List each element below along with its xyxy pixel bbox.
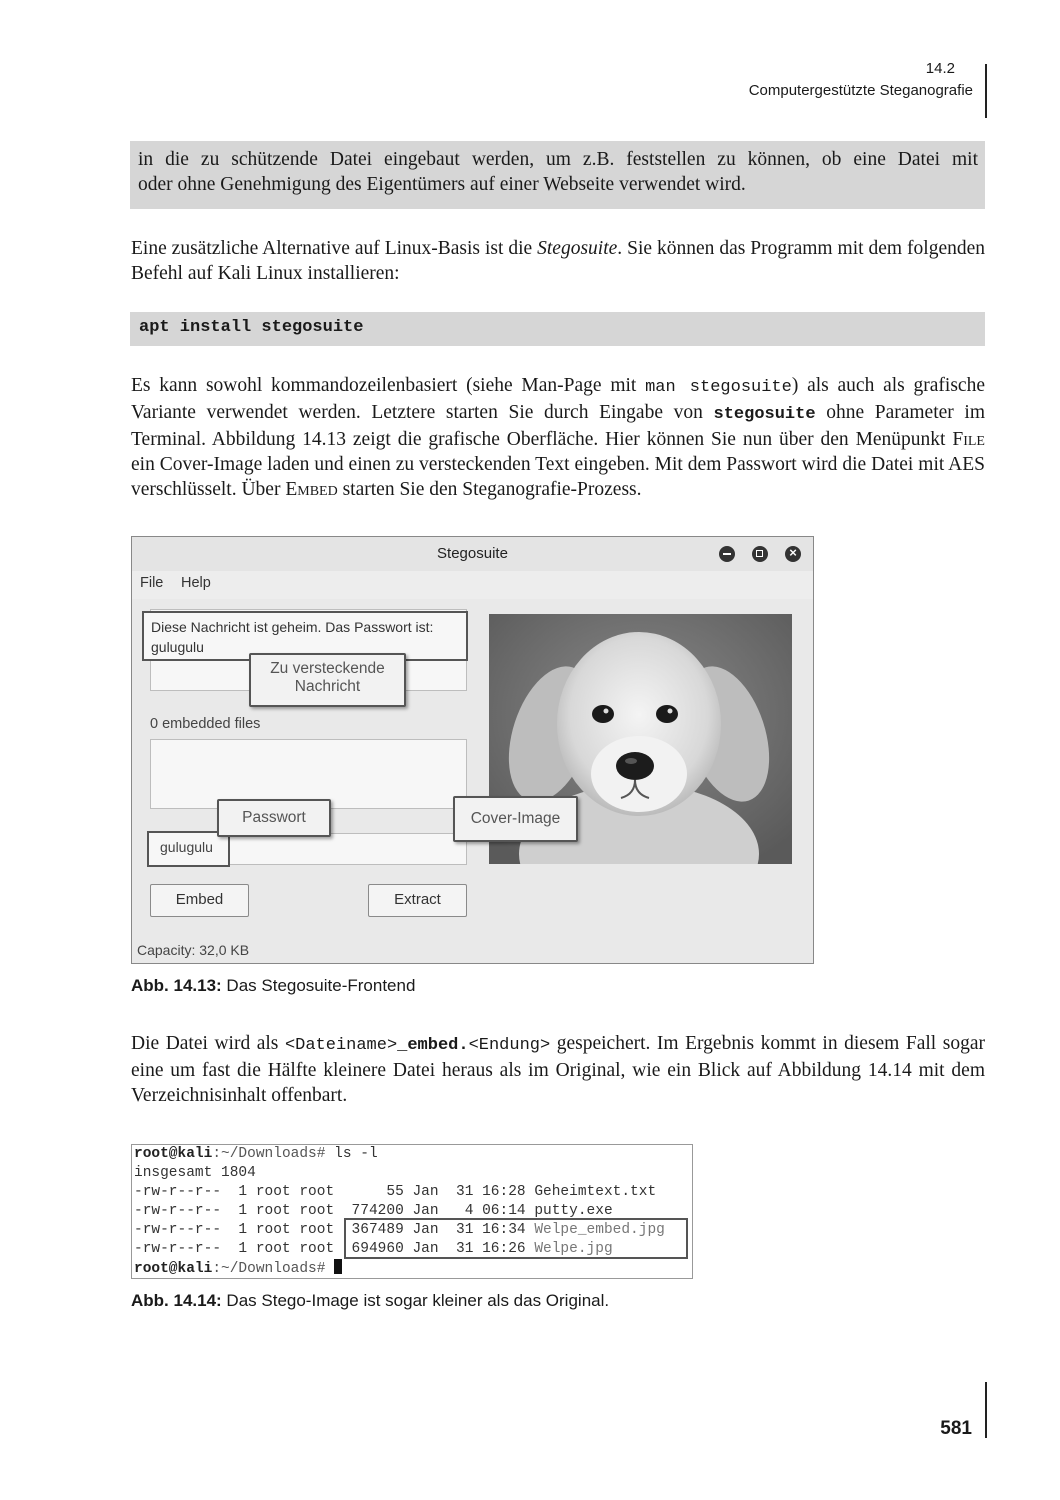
footer-rule <box>985 1382 987 1438</box>
file-links: 1 <box>229 1241 248 1257</box>
note-line-2: oder ohne Genehmigung des Eigentümers auf einer Webseite verwendet wird. <box>138 174 746 195</box>
file-size: 367489 <box>342 1222 404 1238</box>
inline-code-dateiname: <Dateiname> <box>284 1036 398 1055</box>
file-time: 16:26 <box>482 1241 526 1257</box>
callout-hidden-message-line-1: Zu versteckende <box>270 660 385 677</box>
file-size: 55 <box>342 1184 404 1200</box>
file-links: 1 <box>229 1184 248 1200</box>
terminal-listing <box>131 1144 693 1279</box>
caption-label-14-14: Abb. 14.14: <box>131 1291 222 1310</box>
callout-hidden-message <box>249 653 406 707</box>
file-links: 1 <box>229 1222 248 1238</box>
maximize-icon[interactable] <box>752 546 768 562</box>
close-icon[interactable]: × <box>785 546 801 562</box>
section-title: Computergestützte Steganografie <box>748 82 973 99</box>
inline-code-man: man stegosuite <box>645 378 792 397</box>
file-name: Welpe_embed.jpg <box>534 1222 665 1238</box>
terminal-prompt-2 <box>134 1259 342 1279</box>
file-size: 694960 <box>342 1241 404 1257</box>
header-rule <box>985 64 987 118</box>
menu-reference-embed: Embed <box>285 479 338 500</box>
page-number: 581 <box>940 1418 972 1439</box>
file-row <box>134 1183 656 1202</box>
file-time: 16:34 <box>482 1222 526 1238</box>
code-block <box>130 312 985 346</box>
para3-text-1: Die Datei wird als <box>131 1033 285 1054</box>
paragraph-result <box>131 1031 985 1108</box>
file-time: 16:28 <box>482 1184 526 1200</box>
terminal-cursor <box>334 1259 342 1274</box>
section-number: 14.2 <box>925 60 955 77</box>
code-install-command: apt install stegosuite <box>139 318 364 337</box>
para2-text-2: ) als auch als grafische Variante verwendet werden. Letztere starten Sie durch Eingabe von <box>131 375 985 423</box>
prompt-user: root@kali <box>134 1146 213 1162</box>
password-value: gulugulu <box>160 839 213 855</box>
stegosuite-emphasis: Stegosuite <box>537 238 618 259</box>
file-owner: root <box>255 1222 291 1238</box>
para2-text-3: ohne Parameter im Terminal. Abbildung 14.13 zeigt die grafische Oberfläche. Hier können Sie nun über den Menüpunkt <box>131 402 986 450</box>
caption-text-14-13: Das Stegosuite-Frontend <box>221 976 416 995</box>
embedded-files-label: 0 embedded files <box>150 716 261 732</box>
paragraph-intro <box>131 236 985 286</box>
figure-caption-14-14 <box>131 1291 609 1311</box>
file-name: Welpe.jpg <box>534 1241 613 1257</box>
callout-hidden-message-line-2: Nachricht <box>294 678 361 695</box>
file-group: root <box>299 1222 335 1238</box>
file-time: 06:14 <box>482 1203 526 1219</box>
embed-button[interactable]: Embed <box>150 884 249 917</box>
window-titlebar <box>132 537 813 571</box>
inline-code-stegosuite: stegosuite <box>713 405 816 424</box>
file-month: Jan <box>412 1184 439 1200</box>
file-owner: root <box>255 1241 291 1257</box>
file-day: 4 <box>447 1203 474 1219</box>
callout-password: Passwort <box>217 799 331 837</box>
prompt-path: :~/Downloads# <box>212 1261 326 1277</box>
menu-file[interactable]: File <box>140 575 164 591</box>
note-box <box>130 141 985 209</box>
file-permissions: -rw-r--r-- <box>134 1241 222 1257</box>
message-line-2: gulugulu <box>151 639 204 655</box>
file-name: putty.exe <box>534 1203 613 1219</box>
prompt-path: :~/Downloads# <box>212 1146 326 1162</box>
para2-text-1: Es kann sowohl kommandozeilenbasiert (siehe Man-Page mit <box>131 375 646 396</box>
file-month: Jan <box>412 1203 439 1219</box>
file-day: 31 <box>447 1241 474 1257</box>
minimize-icon[interactable] <box>719 546 735 562</box>
para2-text-4: ein Cover-Image laden und einen zu versteckenden Text eingeben. Mit dem Passwort wird die Datei mit AES verschlüsselt. Über <box>131 454 985 500</box>
para2-text-5: starten Sie den Steganografie-Prozess. <box>337 479 642 500</box>
highlight-compare-frame <box>344 1218 688 1259</box>
file-permissions: -rw-r--r-- <box>134 1222 222 1238</box>
figure-caption-14-13 <box>131 976 415 996</box>
caption-text-14-14: Das Stego-Image ist sogar kleiner als das Original. <box>221 1291 610 1310</box>
file-permissions: -rw-r--r-- <box>134 1184 222 1200</box>
prompt-command: ls -l <box>325 1146 378 1162</box>
file-day: 31 <box>447 1222 474 1238</box>
file-group: root <box>299 1184 335 1200</box>
para1-text-a: Eine zusätzliche Alternative auf Linux-Basis ist die <box>131 238 538 259</box>
file-size: 774200 <box>342 1203 404 1219</box>
file-owner: root <box>255 1184 291 1200</box>
menubar <box>132 571 813 599</box>
file-name: Geheimtext.txt <box>534 1184 657 1200</box>
file-month: Jan <box>412 1241 439 1257</box>
stegosuite-window <box>131 536 814 964</box>
note-line-1: in die zu schützende Datei eingebaut werden, um z.B. feststellen zu können, ob eine Datei mit <box>138 149 978 170</box>
terminal-total: insgesamt 1804 <box>134 1165 256 1181</box>
prompt-user: root@kali <box>134 1261 213 1277</box>
caption-label-14-13: Abb. 14.13: <box>131 976 222 995</box>
file-owner: root <box>255 1203 291 1219</box>
menu-help[interactable]: Help <box>181 575 211 591</box>
inline-code-embed: _embed. <box>397 1036 469 1055</box>
file-group: root <box>299 1203 335 1219</box>
para1-text-b: . Sie können das Programm mit dem folgenden Befehl auf Kali Linux installieren: <box>131 238 985 284</box>
terminal-prompt-1 <box>134 1145 378 1164</box>
file-month: Jan <box>412 1222 439 1238</box>
capacity-status: Capacity: 32,0 KB <box>137 942 250 958</box>
file-group: root <box>299 1241 335 1257</box>
para3-text-2: gespeichert. Im Ergebnis kommt in diesem Fall sogar eine um fast die Hälfte kleinere Datei heraus als im Original, wie ein Blick auf Abbildung 14.14 mit dem Verzeichnisinhalt offenbart. <box>131 1033 985 1106</box>
file-permissions: -rw-r--r-- <box>134 1203 222 1219</box>
menu-reference-file: File <box>952 429 985 450</box>
file-links: 1 <box>229 1203 248 1219</box>
paragraph-usage <box>131 373 985 502</box>
file-day: 31 <box>447 1184 474 1200</box>
window-title: Stegosuite <box>437 545 508 562</box>
inline-code-endung: <Endung> <box>468 1036 551 1055</box>
message-line-1: Diese Nachricht ist geheim. Das Passwort ist: <box>151 619 434 635</box>
note-box-text <box>138 147 978 197</box>
extract-button[interactable]: Extract <box>368 884 467 917</box>
callout-cover-image: Cover-Image <box>453 796 578 842</box>
